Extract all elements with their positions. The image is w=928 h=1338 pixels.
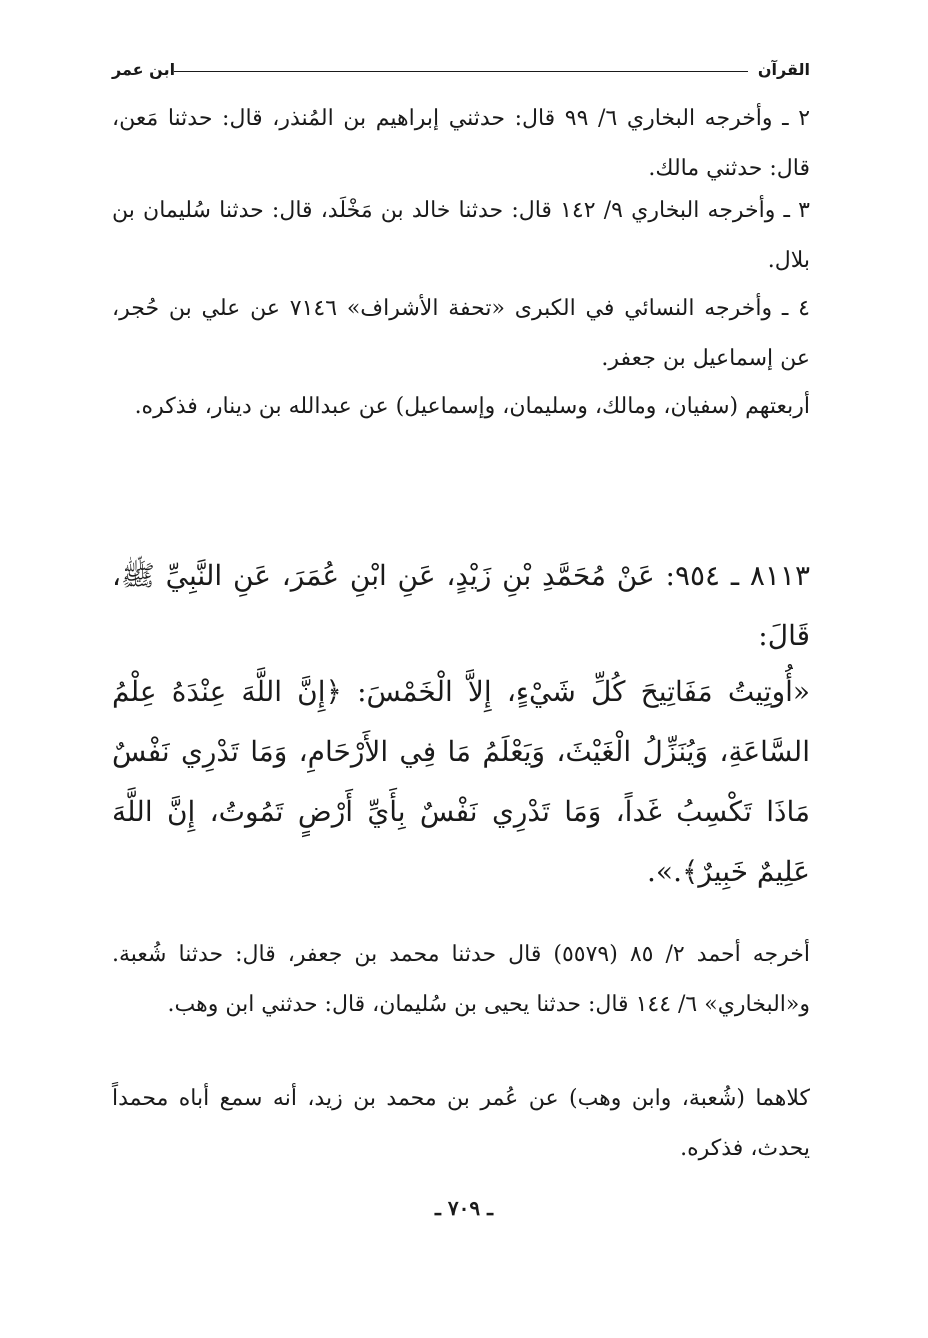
note-paragraph: أربعتهم (سفيان، ومالك، وسليمان، وإسماعيل) عن عبدالله بن دينار، فذكره. [134, 394, 810, 419]
footnote-2 [112, 186, 810, 286]
isnad-text: ٨١١٣ ـ ٩٥٤: عَنْ مُحَمَّدِ بْنِ زَيْدٍ، عَنِ ابْنِ عُمَرَ، عَنِ النَّبِيِّ ﷺ، قَالَ: [112, 559, 810, 652]
note-paragraph: ٢ ـ وأخرجه البخاري ٦/ ٩٩ قال: حدثني إبراهيم بن المُنذر، قال: حدثنا مَعن، قال: حدثني مالك. [112, 106, 811, 181]
header-rule [174, 71, 748, 72]
note-paragraph: ٤ ـ وأخرجه النسائي في الكبرى «تحفة الأشراف» ٧١٤٦ عن علي بن حُجر، عن إسماعيل بن جعفر. [112, 296, 810, 371]
note-paragraph: ٣ ـ وأخرجه البخاري ٩/ ١٤٢ قال: حدثنا خالد بن مَخْلَد، قال: حدثنا سُليمان بن بلال. [112, 198, 810, 273]
hadith-matn [112, 662, 810, 902]
header-section-title-left: ابن عمر [112, 60, 176, 79]
takhrij-1 [112, 930, 810, 1030]
running-header [112, 56, 810, 82]
takhrij-2 [112, 1074, 810, 1174]
note-paragraph: أخرجه أحمد ٢/ ٨٥ (٥٥٧٩) قال حدثنا محمد بن جعفر، قال: حدثنا شُعبة. و«البخاري» ٦/ ١٤٤ قال: حدثنا يحيى بن سُليمان، قال: حدثني ابن وهب. [112, 942, 811, 1017]
page-number: ـ ٧٠٩ ـ [435, 1196, 493, 1220]
hadith-isnad [112, 546, 810, 666]
footnote-3 [112, 284, 810, 384]
footnote-1 [112, 94, 810, 194]
footnote-4 [112, 382, 810, 432]
header-section-title-right: القرآن [757, 60, 810, 79]
note-paragraph: كلاهما (شُعبة، وابن وهب) عن عُمر بن محمد بن زيد، أنه سمع أباه محمداً يحدث، فذكره. [112, 1086, 810, 1161]
matn-text: «أُوتِيتُ مَفَاتِيحَ كُلِّ شَيْءٍ، إِلاَّ الْخَمْسَ: ﴿إِنَّ اللَّهَ عِنْدَهُ عِلْمُ السَّاعَةِ، وَيُنَزِّلُ الْغَيْثَ، وَيَعْلَمُ مَا فِي الأَرْحَامِ، وَمَا تَدْرِي نَفْسٌ مَاذَا تَكْسِبُ غَداً، وَمَا تَدْرِي نَفْسٌ بِأَيِّ أَرْضٍ تَمُوتُ، إِنَّ اللَّهَ عَلِيمٌ خَبِيرٌ﴾.». [112, 675, 810, 888]
